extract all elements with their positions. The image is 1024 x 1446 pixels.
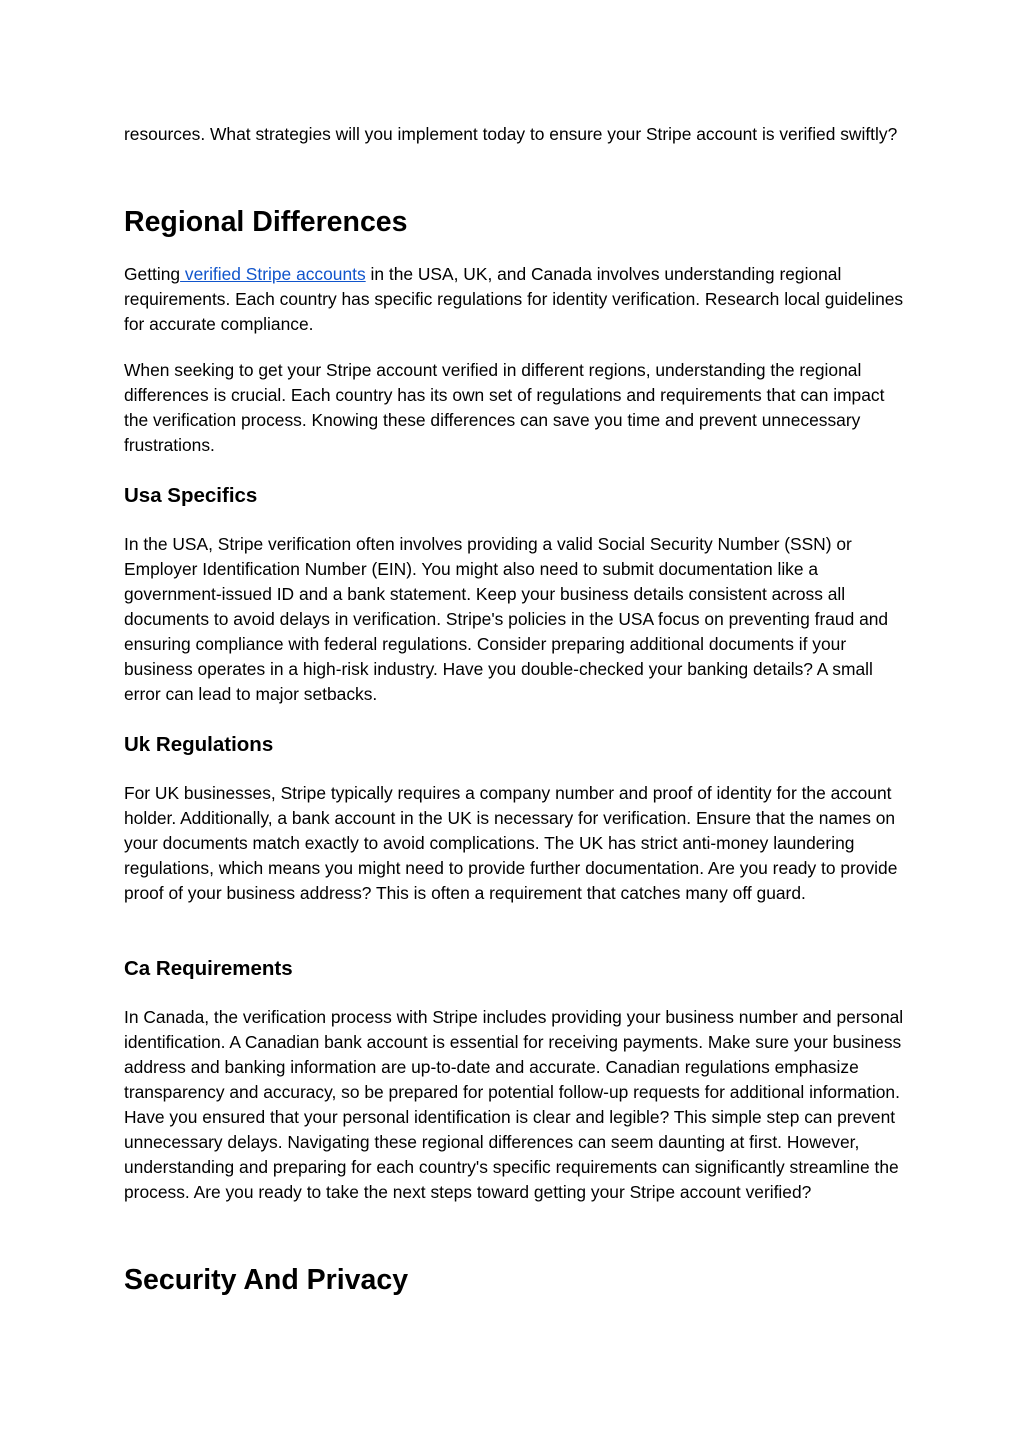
regional-p1-after-link: in the USA, UK, and Canada involves understanding regional requirements. Each country has specific regulations for identity verification. Research local guidelines for accurate compliance.: [124, 264, 904, 334]
intro-paragraph: resources. What strategies will you implement today to ensure your Stripe account is verified swiftly?: [124, 124, 898, 144]
heading-usa-specifics: Usa Specifics: [124, 484, 258, 507]
ca-paragraph: In Canada, the verification process with Stripe includes providing your business number and personal identification. A Canadian bank account is essential for receiving payments. Make sure your business address and banking information are up-to-date and accurate. Canadian regulations emphasize transparency and accuracy, so be prepared for potential follow-up requests for additional information. Have you ensured that your personal identification is clear and legible? This simple step can prevent unnecessary delays. Navigating these regional differences can seem daunting at first. However, understanding and preparing for each country's specific requirements can significantly streamline the process. Are you ready to take the next steps toward getting your Stripe account verified?: [124, 1007, 904, 1202]
usa-paragraph: In the USA, Stripe verification often involves providing a valid Social Security Number (SSN) or Employer Identification Number (EIN). You might also need to submit documentation like a government-issued ID and a bank statement. Keep your business details consistent across all documents to avoid delays in verification. Stripe's policies in the USA focus on preventing fraud and ensuring compliance with federal regulations. Consider preparing additional documents if your business operates in a high-risk industry. Have you double-checked your banking details? A small error can lead to major setbacks.: [124, 534, 889, 704]
heading-ca-requirements: Ca Requirements: [124, 957, 293, 980]
heading-security-and-privacy: Security And Privacy: [124, 1264, 409, 1296]
heading-uk-regulations: Uk Regulations: [124, 733, 274, 756]
verified-stripe-accounts-link[interactable]: verified Stripe accounts: [180, 264, 366, 284]
heading-regional-differences: Regional Differences: [124, 206, 408, 238]
regional-paragraph-2: When seeking to get your Stripe account verified in different regions, understanding the regional differences is crucial. Each country has its own set of regulations and requirements that can impact the verification process. Knowing these differences can save you time and prevent unnecessary frustrations.: [124, 360, 885, 455]
uk-paragraph: For UK businesses, Stripe typically requires a company number and proof of identity for the account holder. Additionally, a bank account in the UK is necessary for verification. Ensure that the names on your documents match exactly to avoid complications. The UK has strict anti-money laundering regulations, which means you might need to provide further documentation. Are you ready to provide proof of your business address? This is often a requirement that catches many off guard.: [124, 783, 898, 903]
regional-paragraph-1: [124, 262, 904, 337]
regional-p1-before-link: Getting: [124, 264, 181, 284]
